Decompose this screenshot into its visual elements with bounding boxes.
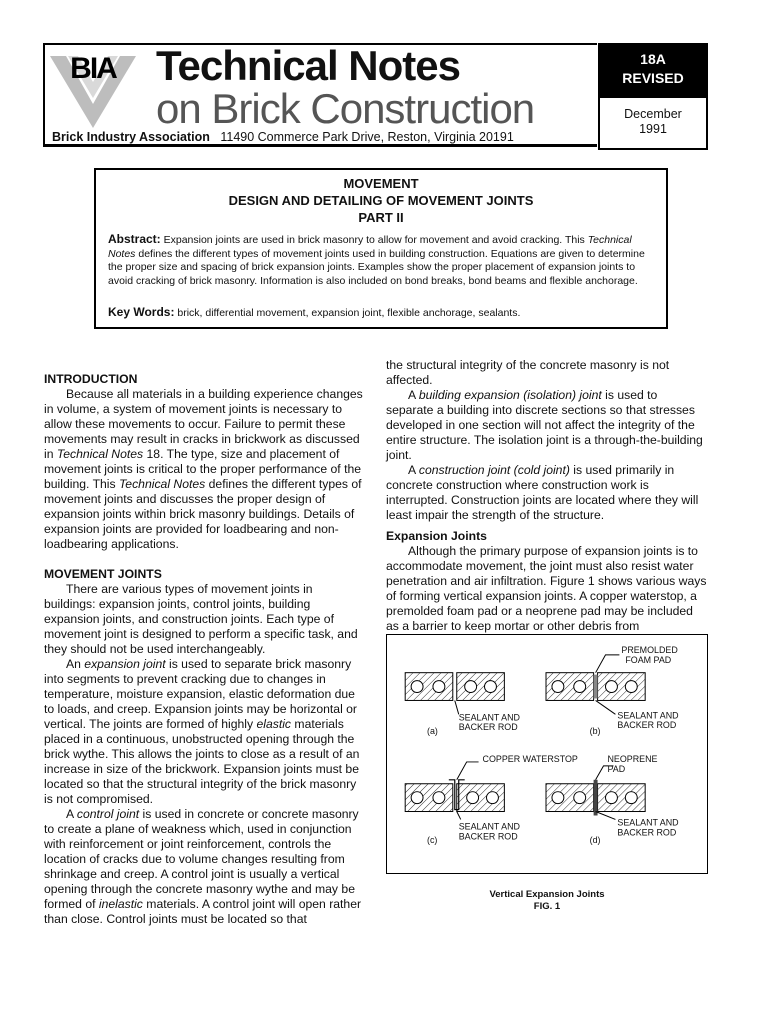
left-column [44, 372, 364, 927]
label-a: (a) [427, 726, 438, 737]
label-b: (b) [589, 726, 601, 737]
heading-movement-joints: MOVEMENT JOINTS [44, 567, 162, 581]
association-line [52, 130, 514, 144]
label-premolded: PREMOLDED [621, 644, 678, 655]
title-line2: on Brick Construction [156, 85, 535, 132]
label-sealant-a2: BACKER ROD [458, 722, 518, 733]
movement-paragraph-2: An expansion joint is used to separate brick masonry into segments to prevent cracking due to changes in temperature, moisture expansion, elastic deformation due to loads, and creep. Expansion joints may be horizontal or vertical. The joints are formed of highly elastic materials placed in a continuous, unobstructed opening through the brick wythe. This allows the joints to close as a result of an increase in size of the brickwork. Expansion joints must be located so that the structural integrity of the brick masonry is not compromised. [44, 657, 360, 806]
intro-paragraph: Because all materials in a building experience changes in volume, a system of movement joints is necessary to allow these movements to occur. Failure to permit these movements may result in cracks in brickwork as discussed in Technical Notes 18. The type, size and placement of movement joints is critical to the proper performance of the building. This Technical Notes defines the different types of movement joints and discusses the proper design of expansion joints within brick masonry buildings. Details of expansion joints are provided for loadbearing and non-loadbearing applications. [44, 387, 363, 551]
construction-joint-paragraph: A construction joint (cold joint) is used primarily in concrete construction where construction work is interrupted. Construction joints are located where they will least impair the strength of the structure. [386, 463, 699, 522]
label-sealant-a1: SEALANT AND [458, 712, 520, 723]
abstract-text-a: Expansion joints are used in brick masonry to allow for movement and avoid cracking. This [160, 234, 588, 246]
figure-caption-title: Vertical Expansion Joints [489, 889, 605, 900]
date-month: December [624, 107, 682, 121]
label-copper: COPPER WATERSTOP [482, 753, 578, 764]
bia-logo [48, 48, 138, 130]
figure-vertical-expansion-joints [386, 634, 708, 874]
label-sealant-d1: SEALANT AND [617, 817, 679, 828]
date-box [598, 96, 708, 150]
association-name: Brick Industry Association [52, 130, 210, 144]
label-sealant-c2: BACKER ROD [458, 831, 518, 842]
note-number-badge [598, 43, 708, 97]
joint-detail-b [546, 645, 679, 736]
keywords-line [108, 305, 660, 319]
abstract-text-italic: Technical Notes [108, 234, 632, 260]
joint-detail-d [546, 754, 679, 845]
label-foampad: FOAM PAD [625, 654, 672, 665]
heading-expansion-joints: Expansion Joints [386, 529, 487, 543]
label-d: (d) [589, 835, 601, 846]
heading-introduction: INTRODUCTION [44, 372, 138, 386]
title-line1: Technical Notes [156, 42, 460, 89]
movement-paragraph-3: A control joint is used in concrete or concrete masonry to create a plane of weakness which, used in conjunction with reinforcement or joint reinforcement, controls the location of cracks due to volume changes resulting from shrinkage and creep. A control joint is usually a vertical opening through the concrete masonry wythe and may be formed of inelastic materials. A control joint will open rather than close. Control joints must be located so that [44, 807, 362, 926]
label-sealant-b2: BACKER ROD [617, 720, 677, 731]
figure-caption-number: FIG. 1 [533, 901, 561, 912]
doc-title-movement: MOVEMENT [343, 176, 419, 191]
joint-detail-a [405, 673, 520, 736]
doc-title-part: PART II [358, 210, 404, 225]
label-neoprene1: NEOPRENE [607, 753, 658, 764]
label-sealant-b1: SEALANT AND [617, 710, 679, 721]
keywords-text: brick, differential movement, expansion joint, flexible anchorage, sealants. [174, 307, 521, 319]
right-column [386, 358, 708, 634]
building-expansion-paragraph: A building expansion (isolation) joint is used to separate a building into discrete sections so that stresses developed in one section will not affect the integrity of the entire structure. The isolation joint is a through-the-building joint. [386, 388, 703, 462]
doc-title-design: DESIGN AND DETAILING OF MOVEMENT JOINTS [228, 193, 534, 208]
label-neoprene2: PAD [607, 763, 626, 774]
logo-text: BIA [70, 52, 116, 85]
movement-paragraph-1: There are various types of movement joints in buildings: expansion joints, control joints, building expansion joints, and construction joints. Each type of movement joint is designed to perform a specific task, and they should not be used interchangeably. [44, 582, 358, 656]
abstract-text-b: defines the different types of movement joints used in building construction. Equations are given to determine the proper size and spacing of brick expansion joints. Examples show the proper placement of expansion joints to avoid cracking of brick masonry. Information is also included on bond breaks, bond beams and flexible anchorage. [108, 247, 645, 287]
continued-paragraph: the structural integrity of the concrete masonry is not affected. [386, 358, 670, 387]
badge-status: REVISED [622, 70, 684, 86]
keywords-label: Key Words: [108, 305, 175, 319]
figure-caption [386, 889, 708, 913]
label-sealant-c1: SEALANT AND [458, 821, 520, 832]
date-year: 1991 [639, 122, 667, 136]
association-address: 11490 Commerce Park Drive, Reston, Virginia 20191 [220, 130, 514, 144]
abstract-paragraph [108, 233, 660, 288]
badge-number: 18A [640, 51, 666, 67]
expansion-joints-paragraph: Although the primary purpose of expansion joints is to accommodate movement, the joint must also resist water penetration and air infiltration. Figure 1 shows various ways of forming vertical expansion joints. A copper waterstop, a premolded foam pad or a neoprene pad may be included as a barrier to keep mortar or other debris from [386, 544, 707, 633]
label-c: (c) [427, 835, 438, 846]
abstract-label: Abstract: [108, 232, 161, 246]
label-sealant-d2: BACKER ROD [617, 827, 677, 838]
